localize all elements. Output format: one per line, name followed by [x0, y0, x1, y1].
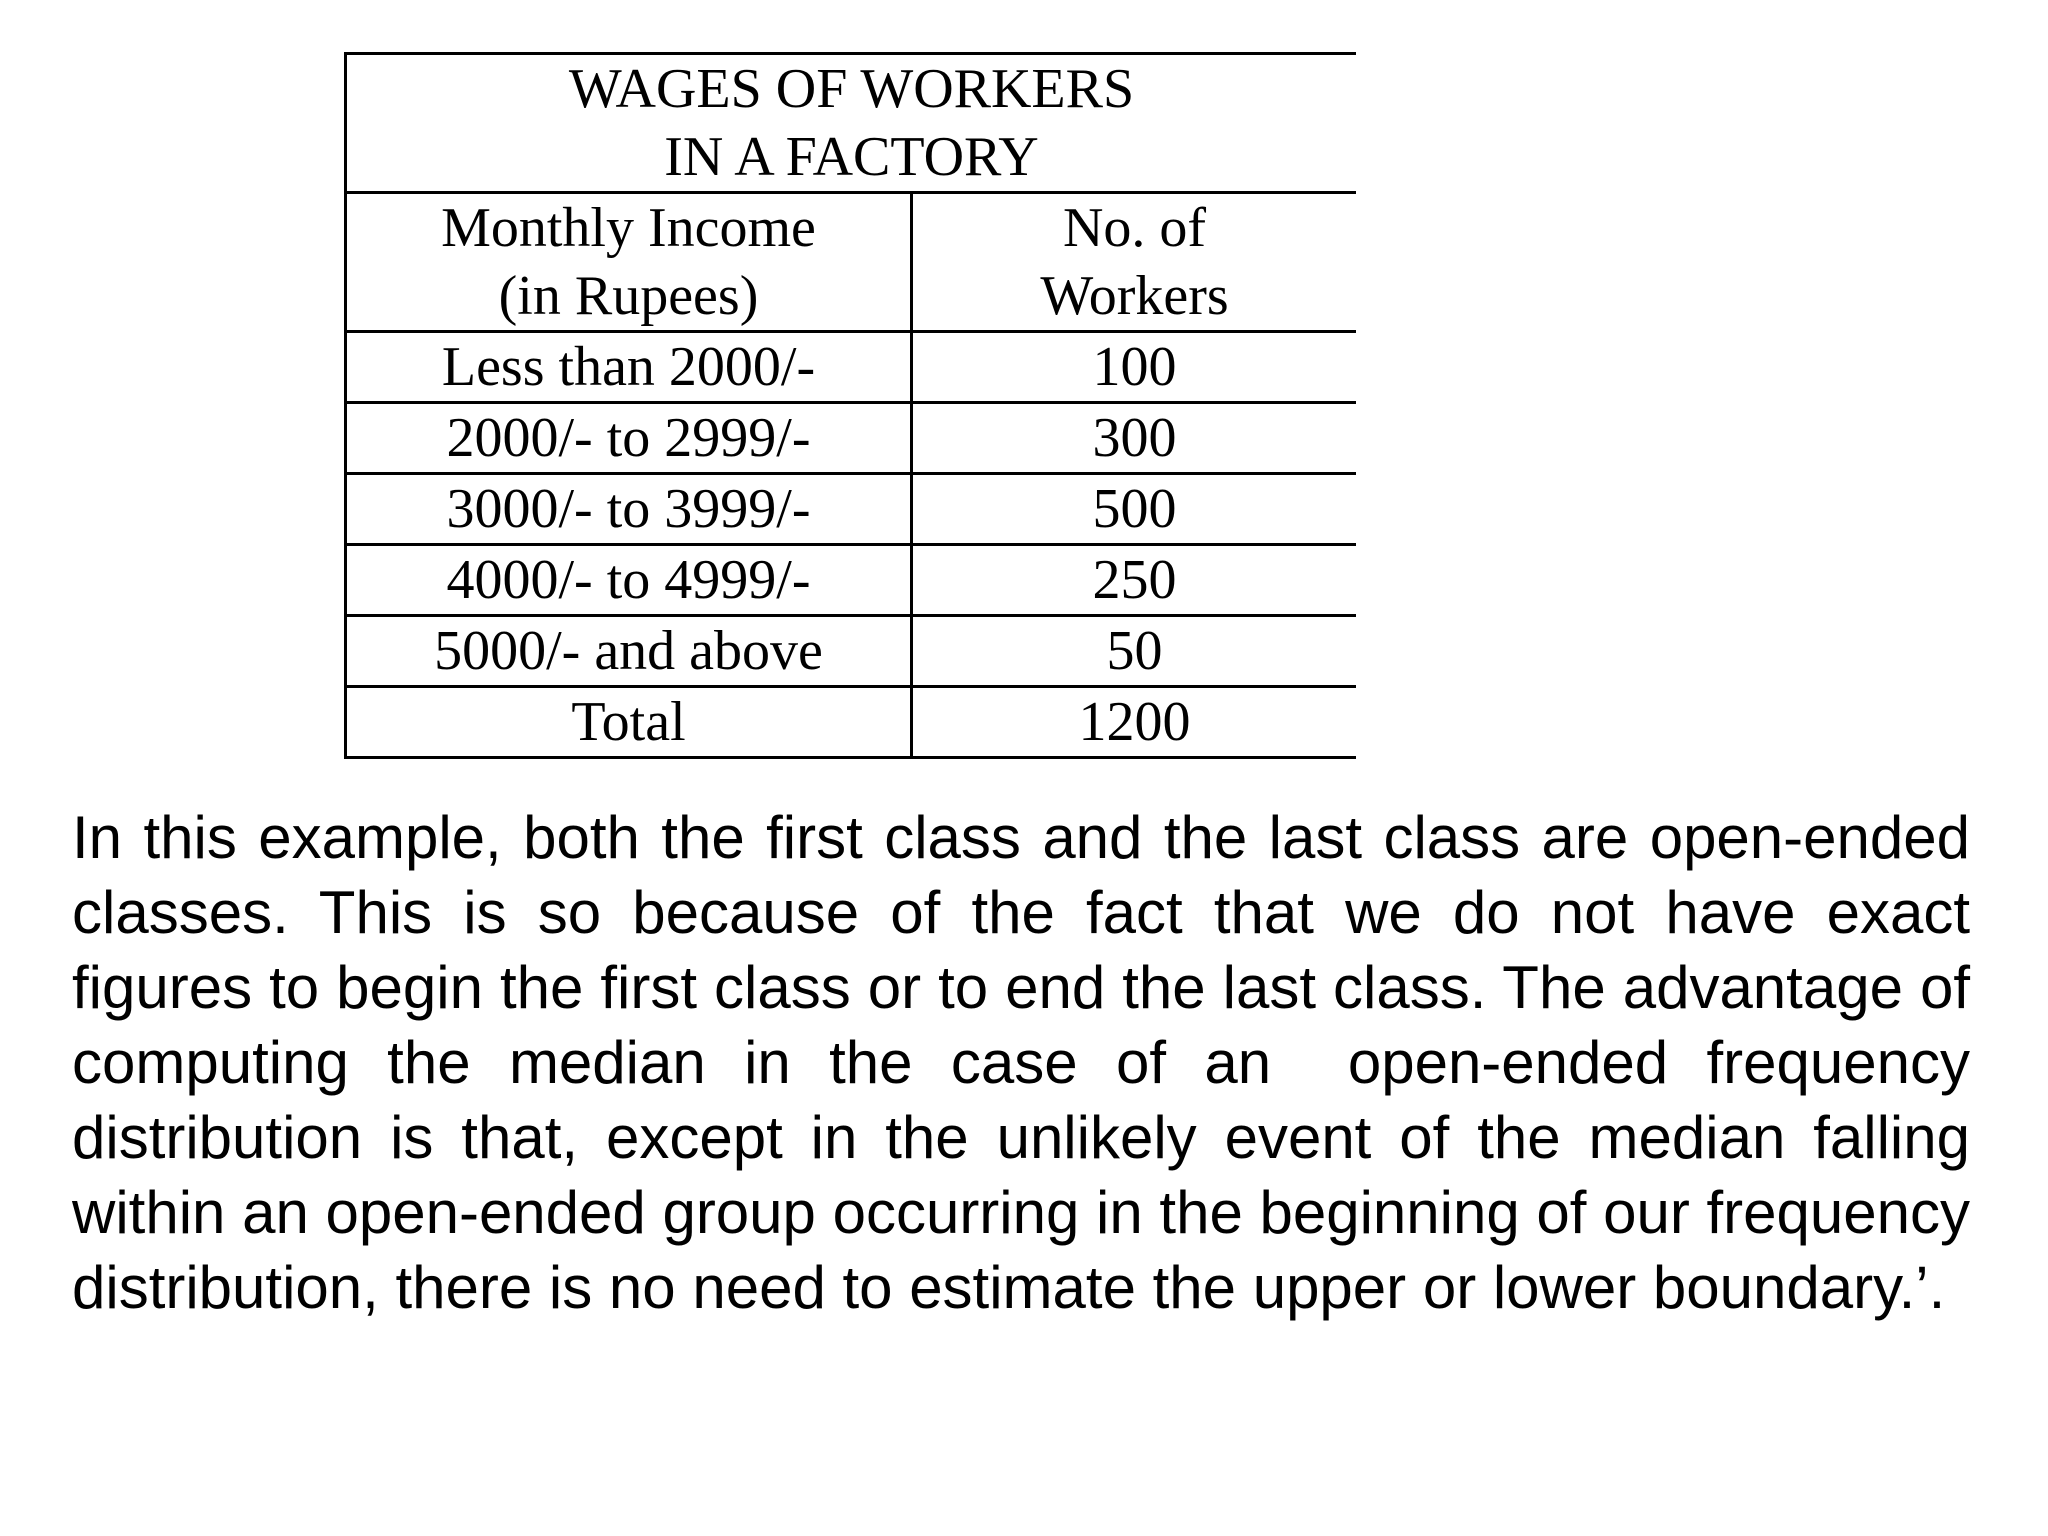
wages-table-container — [344, 52, 1356, 759]
income-cell: 4000/- to 4999/- — [346, 545, 912, 616]
income-cell: 2000/- to 2999/- — [346, 403, 912, 474]
table-row — [346, 332, 1357, 403]
table-title-line-2: IN A FACTORY — [664, 126, 1039, 188]
table-title-row — [346, 54, 1357, 193]
workers-cell: 50 — [912, 616, 1357, 687]
total-label-cell: Total — [346, 687, 912, 758]
table-row — [346, 616, 1357, 687]
workers-cell: 300 — [912, 403, 1357, 474]
header-no-of-workers — [912, 193, 1357, 332]
explanation-paragraph: In this example, both the first class and the last class are open-ended classes. This is so because of the fact that we do not have exact figures to begin the first class or to end the last class. The advantage of computing the median in the case of an open-ended frequency distribution is that, except in the unlikely event of the median falling within an open-ended group occurring in the beginning of our frequency distribution, there is no need to estimate the upper or lower boundary.’. — [72, 804, 1987, 1321]
table-title-line-1: WAGES OF WORKERS — [568, 58, 1135, 120]
header-income-line-1: Monthly Income — [441, 197, 816, 259]
total-value-cell: 1200 — [912, 687, 1357, 758]
table-total-row — [346, 687, 1357, 758]
table-title — [346, 54, 1357, 193]
table-row — [346, 545, 1357, 616]
workers-cell: 250 — [912, 545, 1357, 616]
table-row — [346, 474, 1357, 545]
table-row — [346, 403, 1357, 474]
workers-cell: 100 — [912, 332, 1357, 403]
table-header-row — [346, 193, 1357, 332]
workers-cell: 500 — [912, 474, 1357, 545]
income-cell: Less than 2000/- — [346, 332, 912, 403]
income-cell: 3000/- to 3999/- — [346, 474, 912, 545]
wages-table — [344, 52, 1356, 759]
header-workers-line-2: Workers — [1040, 265, 1229, 327]
header-monthly-income — [346, 193, 912, 332]
header-income-line-2: (in Rupees) — [498, 265, 759, 327]
income-cell: 5000/- and above — [346, 616, 912, 687]
header-workers-line-1: No. of — [1062, 197, 1207, 259]
